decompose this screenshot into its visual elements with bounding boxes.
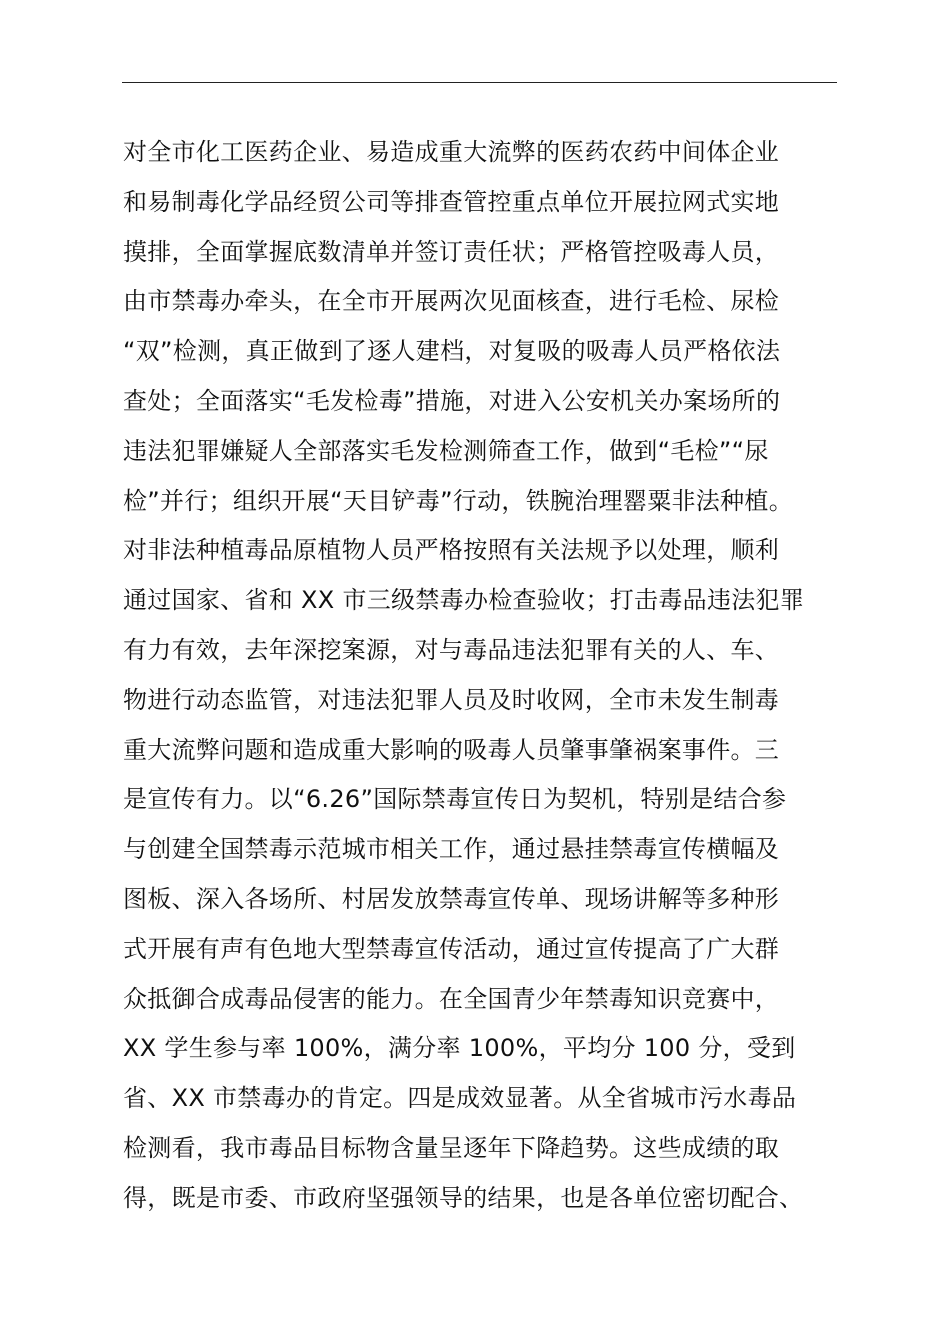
text-line: 检”并行；组织开展“天目铲毒”行动，铁腕治理罂粟非法种植。 [123, 486, 793, 515]
text-line: 有力有效，去年深挖案源，对与毒品违法犯罪有关的人、车、 [123, 635, 780, 664]
text-line: 与创建全国禁毒示范城市相关工作，通过悬挂禁毒宣传横幅及 [123, 835, 780, 864]
text-line: 物进行动态监管，对违法犯罪人员及时收网，全市未发生制毒 [123, 685, 780, 714]
text-line: 是宣传有力。以“6.26”国际禁毒宣传日为契机，特别是结合参 [123, 785, 787, 814]
text-line: 重大流弊问题和造成重大影响的吸毒人员肇事肇祸案事件。三 [123, 735, 780, 764]
body-text [123, 128, 863, 1224]
header-rule [122, 82, 837, 83]
text-line: 查处；全面落实“毛发检毒”措施，对进入公安机关办案场所的 [123, 386, 781, 415]
text-line: 省、XX 市禁毒办的肯定。四是成效显著。从全省城市污水毒品 [123, 1084, 797, 1113]
text-line: 摸排，全面掌握底数清单并签订责任状；严格管控吸毒人员， [123, 237, 780, 266]
text-line: “双”检测，真正做到了逐人建档，对复吸的吸毒人员严格依法 [123, 337, 781, 366]
text-line: 众抵御合成毒品侵害的能力。在全国青少年禁毒知识竞赛中， [123, 984, 780, 1013]
text-line: 通过国家、省和 XX 市三级禁毒办检查验收；打击毒品违法犯罪 [123, 586, 805, 615]
text-line: 式开展有声有色地大型禁毒宣传活动，通过宣传提高了广大群 [123, 934, 780, 963]
text-line: 和易制毒化学品经贸公司等排查管控重点单位开展拉网式实地 [123, 187, 780, 216]
text-line: 图板、深入各场所、村居发放禁毒宣传单、现场讲解等多种形 [123, 884, 780, 913]
text-line: 由市禁毒办牵头，在全市开展两次见面核查，进行毛检、尿检 [123, 287, 780, 316]
text-line: 对全市化工医药企业、易造成重大流弊的医药农药中间体企业 [123, 138, 780, 166]
text-line: 对非法种植毒品原植物人员严格按照有关法规予以处理，顺利 [123, 536, 780, 565]
text-line: 违法犯罪嫌疑人全部落实毛发检测筛查工作，做到“毛检”“尿 [123, 436, 769, 465]
text-line: 检测看，我市毒品目标物含量呈逐年下降趋势。这些成绩的取 [123, 1133, 780, 1162]
text-line: XX 学生参与率 100%，满分率 100%，平均分 100 分，受到 [123, 1034, 796, 1063]
text-line: 得，既是市委、市政府坚强领导的结果，也是各单位密切配合、 [123, 1183, 804, 1212]
